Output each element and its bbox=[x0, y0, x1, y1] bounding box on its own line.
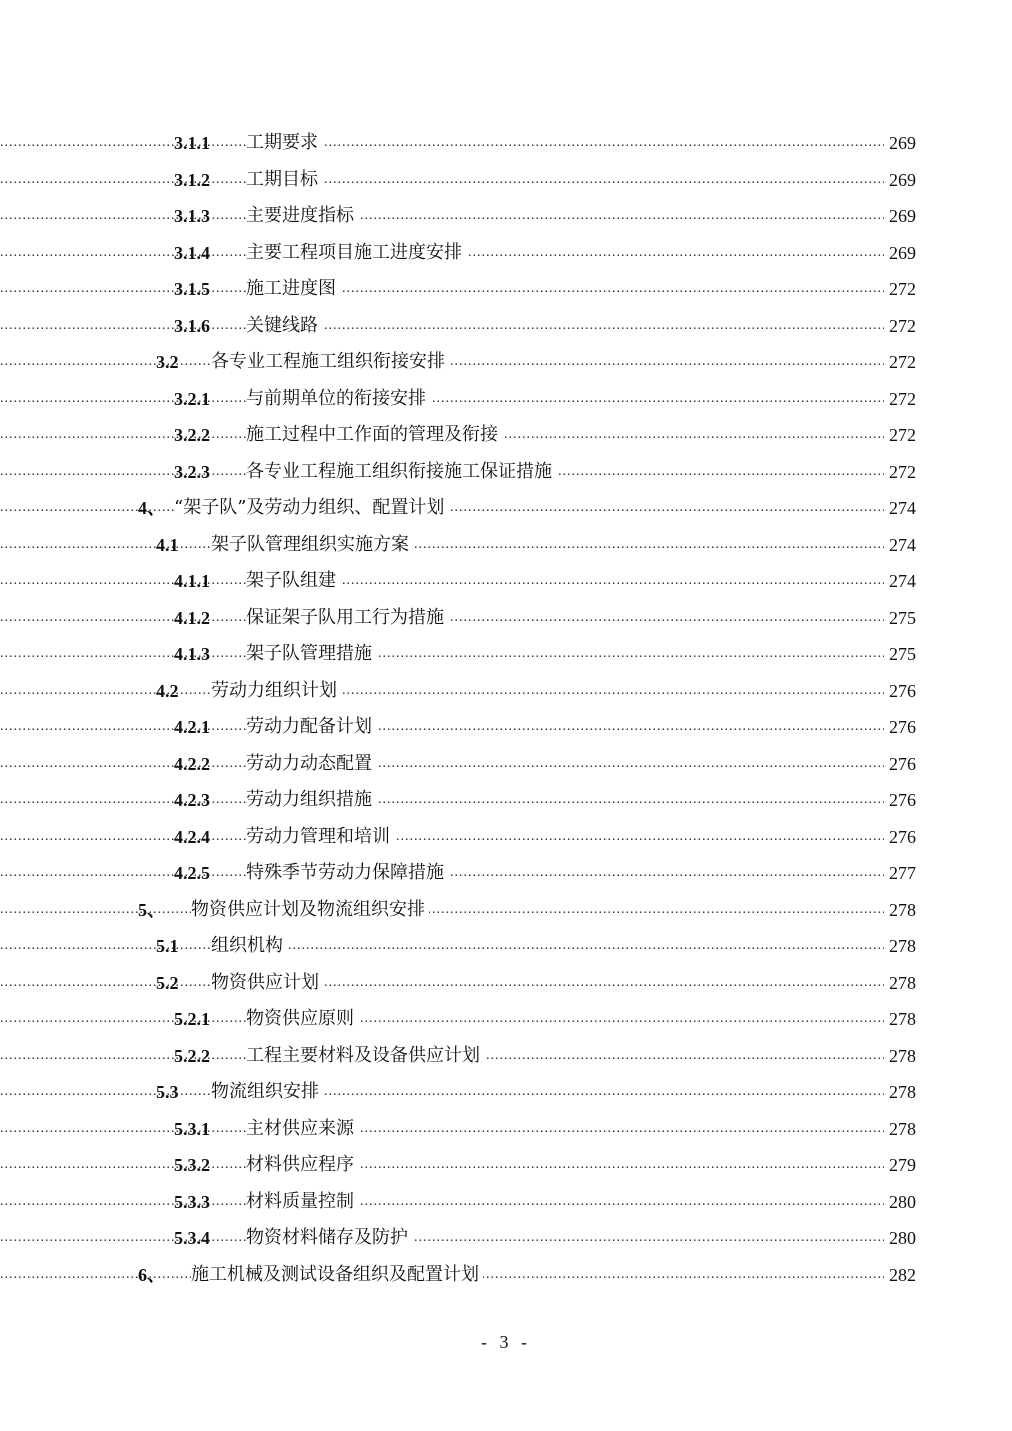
page-number-footer: - 3 - bbox=[481, 1332, 531, 1352]
toc-dot-leader bbox=[0, 1111, 884, 1148]
toc-entry-number: 4.2.5 bbox=[174, 863, 210, 883]
toc-entry-page: 276 bbox=[889, 746, 916, 783]
toc-dot-leader bbox=[0, 709, 884, 746]
toc-entry[interactable] bbox=[0, 271, 1012, 308]
toc-entry-title: 主要工程项目施工进度安排 bbox=[246, 235, 466, 272]
toc-entry-title: 施工进度图 bbox=[246, 271, 340, 308]
toc-entry-number: 3.2.1 bbox=[174, 388, 210, 409]
toc-entry[interactable] bbox=[0, 600, 1012, 637]
toc-entry-title: 施工过程中工作面的管理及衔接 bbox=[246, 417, 502, 454]
toc-entry-number: 5、 bbox=[138, 899, 165, 920]
toc-entry[interactable] bbox=[0, 344, 1012, 381]
toc-entry-number: 4.2.1 bbox=[174, 717, 210, 737]
toc-entry[interactable] bbox=[0, 746, 1012, 783]
toc-entry-page: 272 bbox=[889, 271, 916, 308]
toc-entry-page: 280 bbox=[889, 1184, 916, 1221]
toc-entry-page: 272 bbox=[889, 417, 916, 454]
toc-dot-leader bbox=[0, 271, 884, 308]
toc-entry-page: 278 bbox=[889, 1074, 916, 1111]
toc-dot-leader bbox=[0, 125, 884, 162]
toc-entry-page: 269 bbox=[889, 162, 916, 199]
toc-dot-leader bbox=[0, 1074, 884, 1111]
toc-entry[interactable] bbox=[0, 1001, 1012, 1038]
toc-entry-title: 各专业工程施工组织衔接安排 bbox=[211, 344, 449, 381]
toc-dot-leader bbox=[0, 381, 884, 418]
toc-entry-title: 材料供应程序 bbox=[246, 1147, 358, 1184]
toc-entry[interactable] bbox=[0, 454, 1012, 491]
toc-entry[interactable] bbox=[0, 563, 1012, 600]
toc-entry-page: 272 bbox=[889, 308, 916, 345]
toc-entry-page: 269 bbox=[889, 125, 916, 162]
toc-entry-title: 架子队管理组织实施方案 bbox=[211, 527, 413, 564]
toc-entry-title: 保证架子队用工行为措施 bbox=[246, 600, 448, 637]
toc-entry-number: 4.2.2 bbox=[174, 753, 210, 774]
toc-entry-page: 278 bbox=[889, 1038, 916, 1075]
toc-entry-number: 5.2.2 bbox=[174, 1045, 210, 1066]
toc-entry-number: 5.3.2 bbox=[174, 1155, 210, 1175]
toc-dot-leader bbox=[0, 673, 884, 710]
toc-dot-leader bbox=[0, 965, 884, 1002]
toc-entry-title: 架子队组建 bbox=[246, 563, 340, 600]
toc-entry[interactable] bbox=[0, 1038, 1012, 1075]
toc-entry-page: 274 bbox=[889, 490, 916, 527]
toc-entry-page: 276 bbox=[889, 782, 916, 819]
toc-entry-page: 282 bbox=[889, 1257, 916, 1294]
toc-entry[interactable] bbox=[0, 162, 1012, 199]
toc-entry-title: 主要进度指标 bbox=[246, 198, 358, 235]
toc-entry-number: 4.1.2 bbox=[174, 607, 210, 628]
toc-entry-title: “架子队”及劳动力组织、配置计划 bbox=[174, 490, 448, 527]
toc-entry-page: 277 bbox=[889, 855, 916, 892]
toc-entry-title: 各专业工程施工组织衔接施工保证措施 bbox=[246, 454, 556, 491]
toc-entry-page: 278 bbox=[889, 892, 916, 929]
toc-entry-title: 物资供应计划及物流组织安排 bbox=[191, 892, 429, 929]
toc-entry[interactable] bbox=[0, 527, 1012, 564]
toc-entry[interactable] bbox=[0, 965, 1012, 1002]
toc-entry-page: 269 bbox=[889, 235, 916, 272]
toc-dot-leader bbox=[0, 527, 884, 564]
toc-dot-leader bbox=[0, 1184, 884, 1221]
toc-entry-title: 材料质量控制 bbox=[246, 1184, 358, 1221]
toc-entry-title: 组织机构 bbox=[211, 928, 287, 965]
toc-entry-number: 3.2.2 bbox=[174, 425, 210, 445]
toc-entry-page: 278 bbox=[889, 928, 916, 965]
toc-entry[interactable] bbox=[0, 709, 1012, 746]
toc-entry-title: 物资材料储存及防护 bbox=[246, 1220, 412, 1257]
toc-entry[interactable] bbox=[0, 381, 1012, 418]
toc-entry[interactable] bbox=[0, 308, 1012, 345]
toc-entry-title: 与前期单位的衔接安排 bbox=[246, 381, 430, 418]
toc-entry-page: 274 bbox=[889, 563, 916, 600]
toc-entry-title: 工程主要材料及设备供应计划 bbox=[246, 1038, 484, 1075]
toc-entry[interactable] bbox=[0, 235, 1012, 272]
toc-entry-number: 4.1.3 bbox=[174, 644, 210, 664]
toc-entry-title: 劳动力动态配置 bbox=[246, 746, 376, 783]
table-of-contents bbox=[0, 125, 1012, 1293]
toc-dot-leader bbox=[0, 162, 884, 199]
toc-entry-title: 劳动力组织措施 bbox=[246, 782, 376, 819]
toc-dot-leader bbox=[0, 1147, 884, 1184]
toc-entry-title: 工期目标 bbox=[246, 162, 322, 199]
toc-entry-number: 3.1.3 bbox=[174, 206, 210, 226]
toc-entry-number: 5.3 bbox=[156, 1082, 179, 1102]
toc-entry-page: 278 bbox=[889, 1111, 916, 1148]
toc-entry-number: 5.1 bbox=[156, 936, 179, 956]
toc-entry-number: 4.1.1 bbox=[174, 571, 210, 591]
toc-entry[interactable] bbox=[0, 490, 1012, 527]
toc-entry-number: 3.1.4 bbox=[174, 242, 210, 263]
toc-entry-title: 施工机械及测试设备组织及配置计划 bbox=[191, 1257, 483, 1294]
toc-entry-page: 274 bbox=[889, 527, 916, 564]
toc-entry[interactable] bbox=[0, 819, 1012, 856]
toc-entry-number: 4.2.3 bbox=[174, 790, 210, 810]
toc-entry-page: 272 bbox=[889, 381, 916, 418]
toc-entry-number: 3.2 bbox=[156, 352, 179, 372]
toc-entry-page: 269 bbox=[889, 198, 916, 235]
toc-entry[interactable] bbox=[0, 125, 1012, 162]
toc-dot-leader bbox=[0, 1001, 884, 1038]
toc-dot-leader bbox=[0, 198, 884, 235]
toc-entry-number: 3.1.6 bbox=[174, 315, 210, 336]
toc-entry[interactable] bbox=[0, 636, 1012, 673]
toc-dot-leader bbox=[0, 892, 884, 929]
toc-entry-title: 特殊季节劳动力保障措施 bbox=[246, 855, 448, 892]
toc-entry-title: 物资供应原则 bbox=[246, 1001, 358, 1038]
toc-entry-title: 物流组织安排 bbox=[211, 1074, 323, 1111]
toc-entry-page: 276 bbox=[889, 819, 916, 856]
toc-entry-number: 3.1.2 bbox=[174, 169, 210, 190]
toc-entry[interactable] bbox=[0, 417, 1012, 454]
toc-dot-leader bbox=[0, 636, 884, 673]
toc-entry-number: 5.3.4 bbox=[174, 1228, 210, 1248]
toc-entry[interactable] bbox=[0, 892, 1012, 929]
toc-entry-number: 3.1.5 bbox=[174, 279, 210, 299]
toc-entry-page: 276 bbox=[889, 673, 916, 710]
toc-entry-page: 278 bbox=[889, 965, 916, 1002]
toc-entry-number: 4.2 bbox=[156, 680, 179, 701]
toc-entry-page: 275 bbox=[889, 600, 916, 637]
toc-dot-leader bbox=[0, 746, 884, 783]
toc-entry-page: 278 bbox=[889, 1001, 916, 1038]
toc-entry-number: 4、 bbox=[138, 498, 165, 518]
toc-entry[interactable] bbox=[0, 1257, 1012, 1294]
toc-entry-title: 架子队管理措施 bbox=[246, 636, 376, 673]
toc-entry[interactable] bbox=[0, 1111, 1012, 1148]
toc-entry-title: 劳动力组织计划 bbox=[211, 673, 341, 710]
toc-entry-number: 5.3.1 bbox=[174, 1118, 210, 1139]
toc-entry[interactable] bbox=[0, 673, 1012, 710]
toc-entry[interactable] bbox=[0, 1074, 1012, 1111]
toc-entry-title: 劳动力配备计划 bbox=[246, 709, 376, 746]
toc-entry[interactable] bbox=[0, 855, 1012, 892]
toc-entry-number: 3.2.3 bbox=[174, 461, 210, 482]
toc-entry-number: 4.2.4 bbox=[174, 826, 210, 847]
toc-entry-page: 272 bbox=[889, 344, 916, 381]
toc-entry-title: 劳动力管理和培训 bbox=[246, 819, 394, 856]
toc-entry[interactable] bbox=[0, 1220, 1012, 1257]
toc-dot-leader bbox=[0, 819, 884, 856]
toc-dot-leader bbox=[0, 928, 884, 965]
toc-dot-leader bbox=[0, 1220, 884, 1257]
toc-entry-page: 276 bbox=[889, 709, 916, 746]
toc-entry-title: 关键线路 bbox=[246, 308, 322, 345]
toc-entry-number: 5.2 bbox=[156, 972, 179, 993]
toc-entry[interactable] bbox=[0, 782, 1012, 819]
toc-entry-page: 275 bbox=[889, 636, 916, 673]
toc-dot-leader bbox=[0, 563, 884, 600]
toc-entry-page: 272 bbox=[889, 454, 916, 491]
toc-dot-leader bbox=[0, 308, 884, 345]
toc-entry-number: 5.3.3 bbox=[174, 1191, 210, 1212]
toc-entry-number: 5.2.1 bbox=[174, 1009, 210, 1029]
toc-entry[interactable] bbox=[0, 1147, 1012, 1184]
toc-entry-page: 279 bbox=[889, 1147, 916, 1184]
toc-entry[interactable] bbox=[0, 928, 1012, 965]
toc-entry-title: 物资供应计划 bbox=[211, 965, 323, 1002]
toc-entry[interactable] bbox=[0, 1184, 1012, 1221]
toc-entry-title: 主材供应来源 bbox=[246, 1111, 358, 1148]
toc-entry[interactable] bbox=[0, 198, 1012, 235]
toc-dot-leader bbox=[0, 782, 884, 819]
toc-entry-number: 4.1 bbox=[156, 534, 179, 555]
toc-entry-number: 6、 bbox=[138, 1264, 165, 1285]
toc-entry-title: 工期要求 bbox=[246, 125, 322, 162]
toc-entry-page: 280 bbox=[889, 1220, 916, 1257]
toc-entry-number: 3.1.1 bbox=[174, 133, 210, 153]
